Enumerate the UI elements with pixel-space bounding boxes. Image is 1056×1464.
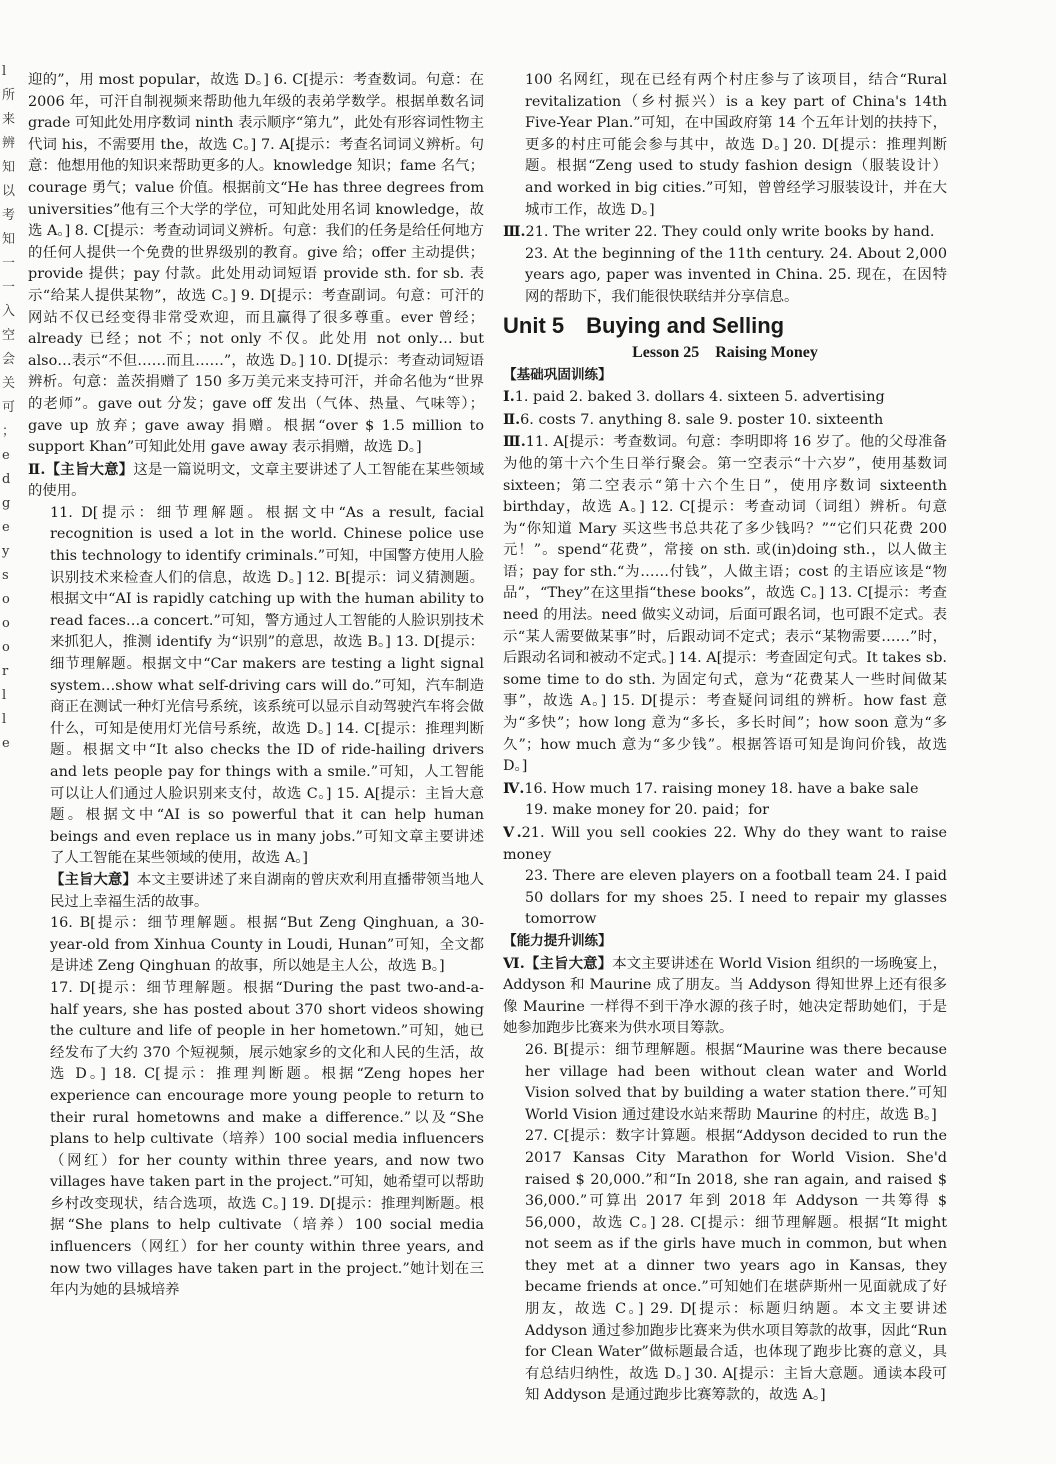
paragraph: 迎的”，用 most popular，故选 D。] 6. C[提示：考查数词。句意：在 2006 年，可汗自制视频来帮助他九年级的表弟学数学。根据单数名词 grade 可知此处用序数词 ninth 表示顺序“第九”，此处有形容词性物主代词 his，不需要用 the，故选 C。] 7. A[提示：考查名词词义辨析。句意：他想用他的知识来帮助更多的人。knowledge 知识；fame 名气；courage 勇气；value 价值。根据前文“He has three degrees from universities”他有三个大学的学位，可知此处用名词 knowledge，故选 A。] 8. C[提示：考查动词词义辨析。句意：我们的任务是给任何地方的任何人提供一个免费的世界级别的教育。give 给；offer 主动提供；provide 提供；pay 付款。此处用动词短语 provide sth. for sb. 表示“给某人提供某物”，故选 C。] 9. D[提示：考查副词。句意：可汗的网站不仅已经变得非常受欢迎，而且赢得了很多尊重。ever 曾经；already 已经；not 不；not only 不仅。此处用 not only… but also…表示“不但……而且……”，故选 D。] 10. D[提示：考查动词短语辨析。句意：盖茨捐赠了 150 多万美元来支持可汗，并命名他为“世界的老师”。gave out 分发；gave off 发出（气体、热量、气味等）；gave up 放弃；gave away 捐赠。根据“over $ 1.5 million to support Khan”可知此处用 gave away 表示捐赠，故选 D。]: [28, 72, 484, 456]
answer-line: [503, 386, 947, 409]
paragraph: 23. At the beginning of the 11th century. 24. About 2,000 years ago, paper was invented in China. 25. 现在，在因特网的帮助下，我们能很快联结并分享信息。: [525, 245, 947, 305]
answer-line: 19. make money for 20. paid；for: [525, 802, 770, 819]
margin-char: 可: [2, 400, 16, 415]
margin-char: 入: [2, 304, 16, 319]
section-intro: 本文主要讲述在 World Vision 组织的一场晚宴上，Addyson 和 Maurine 成了朋友。当 Addyson 得知世界上还有很多像 Maurine 一样得不到干净水源的孩子时，她决定帮助她们，于是她参加跑步比赛来为供水项目筹款。: [503, 955, 947, 1037]
section-label: Ⅱ.: [28, 460, 46, 478]
section-label: Ⅲ.: [503, 223, 526, 241]
section-label: Ⅵ.: [503, 954, 525, 972]
margin-char: e: [2, 448, 10, 463]
margin-char: l: [2, 64, 7, 79]
answer-line: [503, 822, 947, 866]
section-intro: 这是一篇说明文，文章主要讲述了人工智能在某些领域的使用。: [28, 461, 484, 500]
margin-char: s: [2, 568, 9, 583]
section-label: Ⅲ.: [503, 433, 526, 451]
margin-char: l: [2, 712, 7, 727]
answer-line: 21. The writer 22. They could only write books by hand.: [525, 224, 935, 241]
left-column: [28, 70, 484, 1410]
margin-char: 会: [2, 352, 16, 367]
margin-char: 考: [2, 208, 16, 223]
basic-training-heading: 【基础巩固训练】: [503, 366, 612, 383]
paragraph: 16. B[提示：细节理解题。根据“But Zeng Qinghuan, a 30-year-old from Xinhua County in Loudi, Hunan”可知，全文都是讲述 Zeng Qinghuan 的故事，所以她是主人公，故选 B。]: [50, 915, 484, 975]
answer-line: [503, 431, 947, 778]
answer-text: 1. paid 2. baked 3. dollars 4. sixteen 5. advertising: [514, 389, 885, 406]
section-label: Ⅴ.: [503, 824, 522, 841]
section-label: Ⅱ.: [503, 410, 521, 428]
section-label: Ⅳ.: [503, 779, 525, 797]
margin-char: o: [2, 640, 10, 655]
advanced-training-heading: 【能力提升训练】: [503, 932, 612, 949]
answer-text: 21. Will you sell cookies 22. Why do they want to raise money: [503, 825, 947, 863]
left-margin-strip: [0, 60, 22, 1360]
answer-text: 6. costs 7. anything 8. sale 9. poster 10. sixteenth: [520, 411, 884, 428]
section-intro: 本文主要讲述了来自湖南的曾庆欢利用直播带领当地人民过上幸福生活的故事。: [50, 871, 484, 910]
section-ii-heading: [28, 459, 484, 503]
unit-title: Unit 5 Buying and Selling: [503, 312, 785, 338]
margin-char: ；: [2, 424, 16, 439]
paragraph: 26. B[提示：细节理解题。根据“Maurine was there because her village had been without clean water and World Vision solved that by building a water station there.”可知 World Vision 通过建设水站来帮助 Maurine 的村庄，故选 B。]: [525, 1041, 947, 1123]
margin-char: 来: [2, 112, 16, 127]
margin-char: 空: [2, 328, 16, 343]
margin-char: g: [2, 496, 11, 511]
margin-char: e: [2, 736, 10, 751]
margin-char: 辨: [2, 136, 16, 151]
margin-char: 以: [2, 184, 16, 199]
margin-char: 一: [2, 256, 16, 271]
answer-text: 16. How much 17. raising money 18. have a bake sale: [524, 780, 919, 797]
right-column: [503, 70, 947, 1410]
paragraph: 27. C[提示：数字计算题。根据“Addyson decided to run the 2017 Kansas City Marathon for World Vision. She'd raised $ 20,000.”和“In 2018, she ran again, and raised $ 36,000.”可算出 2017 年到 2018 年 Addyson 一共筹得 $ 56,000，故选 C。] 28. C[提示：细节理解题。根据“It might not seem as if the girls have much in common, but when they met at a dinner two years ago in Kansas, they became friends at once.”可知她们在堪萨斯州一见面就成了好朋友，故选 C。] 29. D[提示：标题归纳题。本文主要讲述 Addyson 通过参加跑步比赛来为供水项目筹款的故事，因此“Run for Clean Water”做标题最合适，也体现了跑步比赛的意义，具有总结归纳性，故选 D。] 30. A[提示：主旨大意题。通读本段可知 Addyson 是通过跑步比赛筹款的，故选 A。]: [525, 1128, 947, 1404]
section-heading: [28, 870, 484, 913]
margin-char: o: [2, 616, 10, 631]
answer-text: 11. A[提示：考查数词。句意：李明即将 16 岁了。他的父母准备为他的第十六个生日举行聚会。第一空表示“十六岁”，使用基数词 sixteen；第二空表示“第十六个生日”，使用序数词 sixteenth birthday，故选 A。] 12. C[提示：考查动词（词组）辨析。句意为“你知道 Mary 买这些书总共花了多少钱吗？”“它们只花费 200 元！”。spend“花费”，常接 on sth. 或(in)doing sth.，以人做主语；pay for sth.“为……付钱”，人做主语；cost 的主语应该是“物品”，“They”在这里指“these books”，故选 C。] 13. C[提示：考查 need 的用法。need 做实义动词，后面可跟名词，也可跟不定式。表示“某人需要做某事”时，后跟动词不定式；表示“某物需要……”时，后跟动名词和被动不定式。] 14. A[提示：考查固定句式。It takes sb. some time to do sth. 为固定句式，意为“花费某人一些时间做某事”，故选 A。] 15. D[提示：考查疑问词组的辨析。how fast 意为“多快”；how long 意为“多长，多长时间”；how soon 意为“多久”；how much 意为“多少钱”。根据答语可知是询问价钱，故选 D。]: [503, 434, 947, 775]
section-iii-answers: [503, 221, 947, 244]
paragraph: 100 名网红，现在已经有两个村庄参与了该项目，结合“Rural revitalization（乡村振兴）is a key part of China's 14th Five-Year Plan.”可知，在中国政府第 14 个五年计划的扶持下，更多的村庄可能会参与其中，故选 D。] 20. D[提示：推理判断题。根据“Zeng used to study fashion design（服装设计）and worked in big cities.”可知，曾曾经学习服装设计，并在大城市工作，故选 D。]: [525, 72, 947, 218]
answer-line: [503, 778, 947, 801]
section-label: Ⅰ.: [503, 388, 515, 406]
section-vi-heading: [503, 953, 947, 1040]
margin-char: 知: [2, 160, 16, 175]
section-tag: 【主旨大意】: [524, 955, 613, 972]
paragraph: 17. D[提示：细节理解题。根据“During the past two-and-a-half years, she has posted about 370 short videos showing the culture and life of people in her hometown.”可知，她已经发布了大约 370 个短视频，展示她家乡的文化和人民的生活，故选 D。] 18. C[提示：推理判断题。根据“Zeng hopes her experience can encourage more young people to return to their rural hometowns and make a difference.”以及“She plans to help cultivate（培养）100 social media influencers（网红）for her county within three years, and now two villages have taken part in the project.”可知，她希望可以帮助乡村改变现状，结合选项，故选 C。] 19. D[提示：推理判断题。根据“She plans to help cultivate（培养）100 social media influencers（网红）for her county within three years, and now two villages have taken part in the project.”她计划在三年内为她的县城培养: [50, 979, 484, 1299]
margin-char: d: [2, 472, 11, 487]
answer-line: [503, 409, 947, 432]
margin-char: 所: [2, 88, 16, 103]
margin-char: 知: [2, 232, 16, 247]
answer-line: 23. There are eleven players on a football team 24. I paid 50 dollars for my shoes 25. I need to repair my glasses tomorrow: [525, 868, 947, 928]
lesson-title: Lesson 25 Raising Money: [632, 343, 818, 361]
section-tag: 【主旨大意】: [45, 461, 134, 478]
margin-char: l: [2, 688, 7, 703]
margin-char: o: [2, 592, 10, 607]
margin-char: y: [2, 544, 10, 559]
paragraph: 11. D[提示：细节理解题。根据文中“As a result, facial recognition is used a lot in the world. Chinese police use this technology to identify criminals.”可知，中国警方使用人脸识别技术来检查人们的信息，故选 D。] 12. B[提示：词义猜测题。根据文中“AI is rapidly catching up with the human ability to read faces…a concert.”可知，警方通过人工智能的人脸识别技术来抓犯人，推测 identify 为“识别”的意思，故选 B。] 13. D[提示：细节理解题。根据文中“Car makers are testing a light signal system…show what self-driving cars will do.”可知，汽车制造商正在测试一种灯光信号系统，该系统可以显示自动驾驶汽车将会做什么，可知是使用灯光信号系统，故选 D。] 14. C[提示：推理判断题。根据文中“It also checks the ID of ride-hailing drivers and lets people pay for things with a smile.”可知，人工智能可以让人们通过人脸识别来支付，故选 C。] 15. A[提示：主旨大意题。根据文中“AI is so powerful that it can help human beings and even replace us in many jobs.”可知文章主要讲述了人工智能在某些领域的使用，故选 A。]: [50, 504, 484, 867]
margin-char: 关: [2, 376, 16, 391]
margin-char: 一: [2, 280, 16, 295]
section-tag: 【主旨大意】: [50, 871, 137, 888]
margin-char: e: [2, 520, 10, 535]
margin-char: r: [2, 664, 9, 679]
